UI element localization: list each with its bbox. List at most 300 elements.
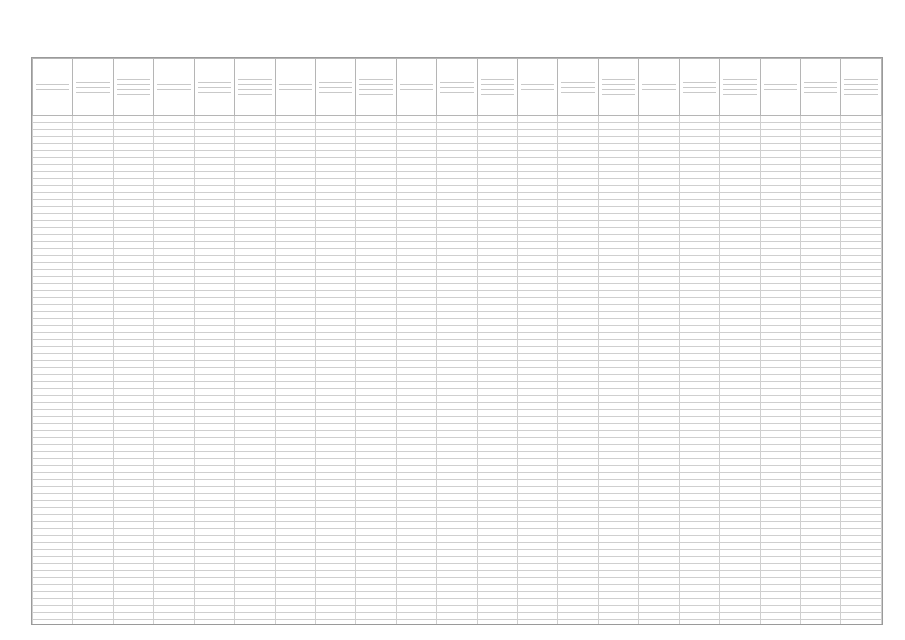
table-cell (720, 214, 760, 221)
table-cell (396, 592, 436, 599)
table-cell (558, 466, 598, 473)
table-cell (194, 494, 234, 501)
table-cell (518, 557, 558, 564)
table-cell (275, 466, 315, 473)
table-row (33, 522, 882, 529)
table-cell (396, 529, 436, 536)
table-cell (477, 585, 517, 592)
table-cell (558, 473, 598, 480)
table-cell (720, 515, 760, 522)
table-cell (235, 564, 275, 571)
table-cell (275, 585, 315, 592)
table-row (33, 123, 882, 130)
table-cell (315, 116, 355, 123)
table-cell (639, 270, 679, 277)
table-cell (518, 389, 558, 396)
table-cell (558, 291, 598, 298)
table-cell (679, 592, 719, 599)
table-cell (720, 298, 760, 305)
table-cell (275, 501, 315, 508)
table-cell (154, 200, 194, 207)
table-cell (33, 256, 73, 263)
table-cell (801, 256, 841, 263)
table-cell (518, 319, 558, 326)
table-cell (639, 291, 679, 298)
table-cell (356, 459, 396, 466)
table-row (33, 368, 882, 375)
table-cell (801, 312, 841, 319)
table-cell (558, 494, 598, 501)
table-cell (33, 123, 73, 130)
table-cell (720, 557, 760, 564)
table-cell (194, 473, 234, 480)
table-cell (558, 298, 598, 305)
table-cell (113, 501, 153, 508)
table-cell (194, 480, 234, 487)
table-cell (437, 438, 477, 445)
table-cell (477, 207, 517, 214)
table-cell (194, 158, 234, 165)
table-cell (841, 144, 882, 151)
table-cell (33, 200, 73, 207)
table-cell (396, 620, 436, 626)
table-cell (437, 186, 477, 193)
table-cell (33, 557, 73, 564)
table-cell (558, 550, 598, 557)
table-cell (396, 564, 436, 571)
table-cell (315, 459, 355, 466)
table-cell (356, 333, 396, 340)
table-cell (518, 466, 558, 473)
table-cell (437, 599, 477, 606)
table-cell (760, 620, 800, 626)
table-cell (396, 263, 436, 270)
table-cell (598, 585, 638, 592)
table-cell (760, 291, 800, 298)
table-cell (437, 431, 477, 438)
table-cell (275, 445, 315, 452)
table-cell (841, 158, 882, 165)
table-cell (841, 228, 882, 235)
table-cell (801, 200, 841, 207)
table-cell (235, 375, 275, 382)
table-cell (477, 172, 517, 179)
table-cell (841, 165, 882, 172)
table-cell (113, 494, 153, 501)
column-header (598, 59, 638, 116)
table-cell (275, 263, 315, 270)
table-cell (235, 445, 275, 452)
table-cell (396, 487, 436, 494)
table-cell (679, 340, 719, 347)
table-cell (720, 312, 760, 319)
table-cell (558, 480, 598, 487)
table-cell (518, 382, 558, 389)
table-cell (73, 242, 113, 249)
table-cell (841, 536, 882, 543)
table-cell (275, 326, 315, 333)
table-cell (356, 445, 396, 452)
table-cell (720, 599, 760, 606)
table-cell (113, 144, 153, 151)
table-cell (113, 340, 153, 347)
table-cell (396, 613, 436, 620)
table-cell (275, 298, 315, 305)
table-cell (760, 536, 800, 543)
table-cell (801, 165, 841, 172)
table-cell (679, 368, 719, 375)
table-cell (518, 375, 558, 382)
table-cell (558, 172, 598, 179)
header-placeholder (33, 84, 72, 90)
table-cell (396, 403, 436, 410)
table-cell (356, 340, 396, 347)
table-cell (356, 564, 396, 571)
table-cell (356, 613, 396, 620)
table-cell (437, 424, 477, 431)
table-cell (558, 487, 598, 494)
table-cell (841, 347, 882, 354)
table-cell (275, 319, 315, 326)
table-cell (841, 116, 882, 123)
table-cell (235, 340, 275, 347)
table-cell (275, 130, 315, 137)
table-cell (720, 221, 760, 228)
table-cell (841, 508, 882, 515)
table-cell (33, 298, 73, 305)
table-cell (437, 543, 477, 550)
table-cell (235, 298, 275, 305)
table-cell (194, 207, 234, 214)
table-cell (315, 319, 355, 326)
table-cell (154, 389, 194, 396)
table-cell (558, 228, 598, 235)
table-cell (315, 564, 355, 571)
table-cell (477, 242, 517, 249)
table-row (33, 200, 882, 207)
table-cell (396, 200, 436, 207)
table-cell (113, 312, 153, 319)
table-row (33, 550, 882, 557)
table-cell (518, 298, 558, 305)
table-cell (113, 487, 153, 494)
table-cell (113, 200, 153, 207)
table-cell (73, 396, 113, 403)
table-cell (356, 368, 396, 375)
table-cell (154, 515, 194, 522)
table-cell (720, 116, 760, 123)
table-cell (841, 193, 882, 200)
table-cell (518, 571, 558, 578)
table-cell (33, 424, 73, 431)
table-cell (73, 494, 113, 501)
table-cell (113, 375, 153, 382)
table-cell (275, 620, 315, 626)
table-cell (558, 340, 598, 347)
table-cell (194, 592, 234, 599)
table-cell (598, 459, 638, 466)
table-cell (315, 305, 355, 312)
header-placeholder (316, 82, 355, 93)
table-cell (518, 473, 558, 480)
table-cell (558, 606, 598, 613)
table-cell (33, 445, 73, 452)
table-cell (396, 186, 436, 193)
table-cell (73, 333, 113, 340)
table-cell (518, 333, 558, 340)
table-cell (73, 431, 113, 438)
table-cell (235, 207, 275, 214)
table-cell (598, 620, 638, 626)
table-cell (396, 242, 436, 249)
table-row (33, 585, 882, 592)
table-cell (73, 564, 113, 571)
table-cell (194, 396, 234, 403)
table-cell (598, 578, 638, 585)
table-cell (154, 193, 194, 200)
table-cell (801, 508, 841, 515)
table-cell (275, 242, 315, 249)
table-cell (275, 312, 315, 319)
table-cell (760, 368, 800, 375)
table-cell (315, 389, 355, 396)
table-cell (73, 361, 113, 368)
table-cell (275, 165, 315, 172)
table-cell (437, 354, 477, 361)
table-cell (235, 424, 275, 431)
table-cell (679, 270, 719, 277)
header-placeholder (154, 84, 193, 90)
table-cell (33, 137, 73, 144)
table-cell (396, 368, 436, 375)
table-cell (73, 550, 113, 557)
table-cell (639, 592, 679, 599)
table-cell (477, 578, 517, 585)
table-cell (760, 207, 800, 214)
table-cell (679, 515, 719, 522)
table-cell (801, 186, 841, 193)
table-cell (679, 354, 719, 361)
table-cell (154, 340, 194, 347)
table-cell (437, 585, 477, 592)
table-cell (194, 417, 234, 424)
table-cell (356, 130, 396, 137)
table-cell (477, 165, 517, 172)
table-cell (356, 193, 396, 200)
table-cell (73, 445, 113, 452)
table-cell (275, 431, 315, 438)
table-cell (113, 410, 153, 417)
table-cell (558, 515, 598, 522)
table-cell (396, 214, 436, 221)
table-cell (73, 228, 113, 235)
table-cell (396, 123, 436, 130)
table-cell (73, 179, 113, 186)
table-cell (33, 382, 73, 389)
table-cell (33, 508, 73, 515)
table-cell (194, 585, 234, 592)
table-cell (841, 277, 882, 284)
table-cell (235, 256, 275, 263)
table-cell (315, 501, 355, 508)
table-cell (801, 410, 841, 417)
table-cell (396, 557, 436, 564)
table-cell (760, 529, 800, 536)
table-cell (598, 396, 638, 403)
table-cell (437, 382, 477, 389)
table-cell (275, 417, 315, 424)
table-cell (275, 522, 315, 529)
table-cell (518, 515, 558, 522)
table-cell (154, 165, 194, 172)
table-cell (841, 151, 882, 158)
table-cell (477, 515, 517, 522)
table-cell (356, 151, 396, 158)
table-cell (760, 354, 800, 361)
table-cell (598, 319, 638, 326)
table-cell (73, 452, 113, 459)
table-cell (639, 410, 679, 417)
table-cell (598, 361, 638, 368)
table-cell (598, 403, 638, 410)
table-cell (518, 396, 558, 403)
table-cell (356, 354, 396, 361)
table-cell (801, 431, 841, 438)
table-cell (73, 326, 113, 333)
table-cell (801, 564, 841, 571)
table-cell (437, 613, 477, 620)
table-cell (720, 417, 760, 424)
table-cell (518, 249, 558, 256)
table-cell (720, 158, 760, 165)
table-cell (518, 277, 558, 284)
table-cell (235, 571, 275, 578)
table-cell (33, 249, 73, 256)
header-placeholder (114, 79, 153, 95)
table-cell (275, 193, 315, 200)
table-cell (154, 494, 194, 501)
table-cell (235, 599, 275, 606)
table-cell (437, 557, 477, 564)
table-cell (558, 396, 598, 403)
table-cell (275, 158, 315, 165)
table-cell (760, 571, 800, 578)
table-cell (194, 200, 234, 207)
table-cell (33, 522, 73, 529)
table-cell (679, 487, 719, 494)
table-cell (679, 228, 719, 235)
table-cell (194, 501, 234, 508)
table-cell (275, 564, 315, 571)
table-cell (477, 403, 517, 410)
table-cell (437, 312, 477, 319)
table-cell (275, 277, 315, 284)
table-cell (275, 494, 315, 501)
table-cell (33, 620, 73, 626)
table-cell (598, 606, 638, 613)
table-cell (558, 536, 598, 543)
table-cell (356, 263, 396, 270)
table-cell (437, 123, 477, 130)
table-cell (598, 522, 638, 529)
table-cell (437, 494, 477, 501)
table-cell (760, 179, 800, 186)
table-cell (235, 550, 275, 557)
table-cell (598, 424, 638, 431)
table-cell (518, 144, 558, 151)
table-cell (275, 606, 315, 613)
table-cell (679, 291, 719, 298)
table-cell (194, 459, 234, 466)
table-cell (720, 620, 760, 626)
table-row (33, 564, 882, 571)
table-cell (154, 375, 194, 382)
table-cell (639, 214, 679, 221)
table-cell (518, 522, 558, 529)
table-cell (73, 165, 113, 172)
table-cell (113, 298, 153, 305)
table-cell (841, 242, 882, 249)
table-cell (235, 130, 275, 137)
table-cell (194, 347, 234, 354)
table-cell (639, 536, 679, 543)
table-cell (639, 354, 679, 361)
table-cell (841, 298, 882, 305)
table-cell (477, 221, 517, 228)
table-cell (154, 417, 194, 424)
table-cell (356, 543, 396, 550)
table-header-row (33, 59, 882, 116)
table-cell (315, 242, 355, 249)
table-cell (33, 277, 73, 284)
table-cell (396, 298, 436, 305)
table-cell (113, 466, 153, 473)
table-row (33, 347, 882, 354)
table-cell (518, 501, 558, 508)
table-cell (154, 592, 194, 599)
table-cell (33, 312, 73, 319)
table-cell (315, 592, 355, 599)
table-cell (679, 305, 719, 312)
table-cell (558, 200, 598, 207)
table-cell (154, 599, 194, 606)
table-cell (437, 368, 477, 375)
table-cell (801, 305, 841, 312)
table-cell (639, 333, 679, 340)
table-cell (396, 326, 436, 333)
table-cell (275, 137, 315, 144)
table-cell (518, 165, 558, 172)
table-cell (639, 158, 679, 165)
table-cell (194, 291, 234, 298)
table-row (33, 130, 882, 137)
table-cell (679, 284, 719, 291)
table-cell (73, 263, 113, 270)
table-cell (558, 564, 598, 571)
table-cell (558, 368, 598, 375)
table-cell (518, 592, 558, 599)
table-cell (841, 382, 882, 389)
table-cell (73, 340, 113, 347)
table-cell (235, 277, 275, 284)
table-cell (194, 186, 234, 193)
table-cell (801, 375, 841, 382)
table-cell (841, 620, 882, 626)
table-cell (275, 200, 315, 207)
table-cell (437, 130, 477, 137)
table-cell (356, 550, 396, 557)
table-cell (154, 585, 194, 592)
